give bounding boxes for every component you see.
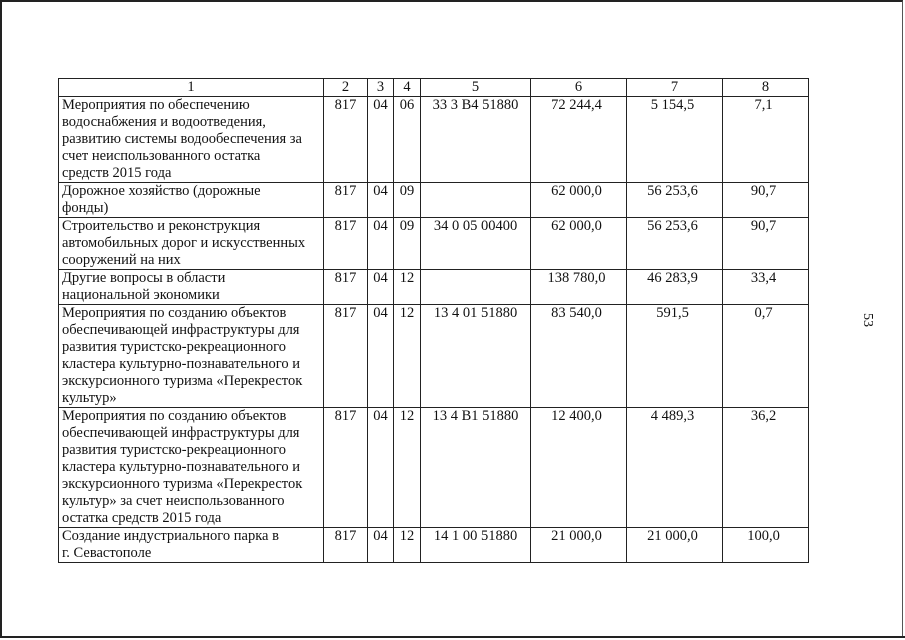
cell-plan: 62 000,0 — [531, 218, 627, 270]
header-cell: 4 — [394, 79, 421, 97]
cell-target-article: 13 4 В1 51880 — [421, 408, 531, 528]
table-row — [59, 270, 809, 305]
row-description — [59, 305, 324, 408]
cell-plan: 72 244,4 — [531, 97, 627, 183]
cell-razdel: 04 — [368, 97, 394, 183]
cell-actual: 5 154,5 — [627, 97, 723, 183]
cell-percent: 100,0 — [723, 528, 809, 563]
description-line: Дорожное хозяйство (дорожные — [62, 183, 261, 199]
description-line: Строительство и реконструкция — [62, 218, 261, 234]
row-description — [59, 183, 324, 218]
cell-razdel: 04 — [368, 218, 394, 270]
cell-percent: 36,2 — [723, 408, 809, 528]
cell-percent: 7,1 — [723, 97, 809, 183]
row-description — [59, 408, 324, 528]
cell-plan: 62 000,0 — [531, 183, 627, 218]
cell-razdel: 04 — [368, 305, 394, 408]
cell-actual: 21 000,0 — [627, 528, 723, 563]
description-line: развития туристско-рекреационного — [62, 339, 286, 355]
description-line: Создание индустриального парка в — [62, 528, 279, 544]
cell-glava: 817 — [324, 270, 368, 305]
header-cell: 8 — [723, 79, 809, 97]
cell-actual: 46 283,9 — [627, 270, 723, 305]
description-line: культур» за счет неиспользованного — [62, 493, 285, 509]
row-description — [59, 528, 324, 563]
description-line: средств 2015 года — [62, 165, 172, 181]
cell-target-article: 34 0 05 00400 — [421, 218, 531, 270]
cell-plan: 138 780,0 — [531, 270, 627, 305]
description-line: национальной экономики — [62, 287, 220, 303]
table-row — [59, 97, 809, 183]
cell-razdel: 04 — [368, 270, 394, 305]
description-line: Мероприятия по созданию объектов — [62, 305, 287, 321]
description-line: остатка средств 2015 года — [62, 510, 222, 526]
header-cell: 1 — [59, 79, 324, 97]
cell-actual: 56 253,6 — [627, 218, 723, 270]
description-line: обеспечивающей инфраструктуры для — [62, 425, 300, 441]
description-line: фонды) — [62, 200, 109, 216]
description-line: Мероприятия по созданию объектов — [62, 408, 287, 424]
page-number: 53 — [860, 313, 875, 327]
cell-percent: 90,7 — [723, 218, 809, 270]
cell-glava: 817 — [324, 218, 368, 270]
description-line: культур» — [62, 390, 117, 406]
cell-razdel: 04 — [368, 408, 394, 528]
cell-percent: 0,7 — [723, 305, 809, 408]
table-row — [59, 528, 809, 563]
description-line: сооружений на них — [62, 252, 181, 268]
cell-actual: 56 253,6 — [627, 183, 723, 218]
cell-podrazdel: 06 — [394, 97, 421, 183]
cell-target-article: 14 1 00 51880 — [421, 528, 531, 563]
table-row — [59, 183, 809, 218]
row-description — [59, 97, 324, 183]
cell-actual: 591,5 — [627, 305, 723, 408]
cell-plan: 21 000,0 — [531, 528, 627, 563]
description-line: счет неиспользованного остатка — [62, 148, 261, 164]
bottom-rule — [0, 636, 905, 638]
description-line: водоснабжения и водоотведения, — [62, 114, 266, 130]
description-line: Другие вопросы в области — [62, 270, 226, 286]
description-line: экскурсионного туризма «Перекресток — [62, 476, 303, 492]
cell-target-article — [421, 270, 531, 305]
cell-actual: 4 489,3 — [627, 408, 723, 528]
description-line: кластера культурно-познавательного и — [62, 356, 300, 372]
cell-podrazdel: 09 — [394, 218, 421, 270]
cell-plan: 12 400,0 — [531, 408, 627, 528]
cell-glava: 817 — [324, 97, 368, 183]
table-row — [59, 218, 809, 270]
header-cell: 6 — [531, 79, 627, 97]
cell-glava: 817 — [324, 528, 368, 563]
budget-table — [58, 78, 809, 563]
cell-podrazdel: 09 — [394, 183, 421, 218]
header-cell: 2 — [324, 79, 368, 97]
cell-percent: 90,7 — [723, 183, 809, 218]
cell-percent: 33,4 — [723, 270, 809, 305]
row-description — [59, 270, 324, 305]
row-description — [59, 218, 324, 270]
description-line: г. Севастополе — [62, 545, 152, 561]
cell-podrazdel: 12 — [394, 270, 421, 305]
header-cell: 5 — [421, 79, 531, 97]
description-line: развития туристско-рекреационного — [62, 442, 286, 458]
description-line: автомобильных дорог и искусственных — [62, 235, 306, 251]
header-cell: 3 — [368, 79, 394, 97]
table-row — [59, 305, 809, 408]
header-cell: 7 — [627, 79, 723, 97]
cell-target-article — [421, 183, 531, 218]
description-line: обеспечивающей инфраструктуры для — [62, 322, 300, 338]
cell-glava: 817 — [324, 183, 368, 218]
cell-plan: 83 540,0 — [531, 305, 627, 408]
description-line: Мероприятия по обеспечению — [62, 97, 250, 113]
description-line: развитию системы водообеспечения за — [62, 131, 302, 147]
cell-razdel: 04 — [368, 528, 394, 563]
cell-podrazdel: 12 — [394, 305, 421, 408]
cell-glava: 817 — [324, 305, 368, 408]
cell-target-article: 13 4 01 51880 — [421, 305, 531, 408]
cell-razdel: 04 — [368, 183, 394, 218]
cell-glava: 817 — [324, 408, 368, 528]
cell-target-article: 33 3 В4 51880 — [421, 97, 531, 183]
cell-podrazdel: 12 — [394, 408, 421, 528]
description-line: кластера культурно-познавательного и — [62, 459, 300, 475]
header-row — [59, 79, 809, 97]
table-row — [59, 408, 809, 528]
table-body — [59, 97, 809, 563]
cell-podrazdel: 12 — [394, 528, 421, 563]
description-line: экскурсионного туризма «Перекресток — [62, 373, 303, 389]
